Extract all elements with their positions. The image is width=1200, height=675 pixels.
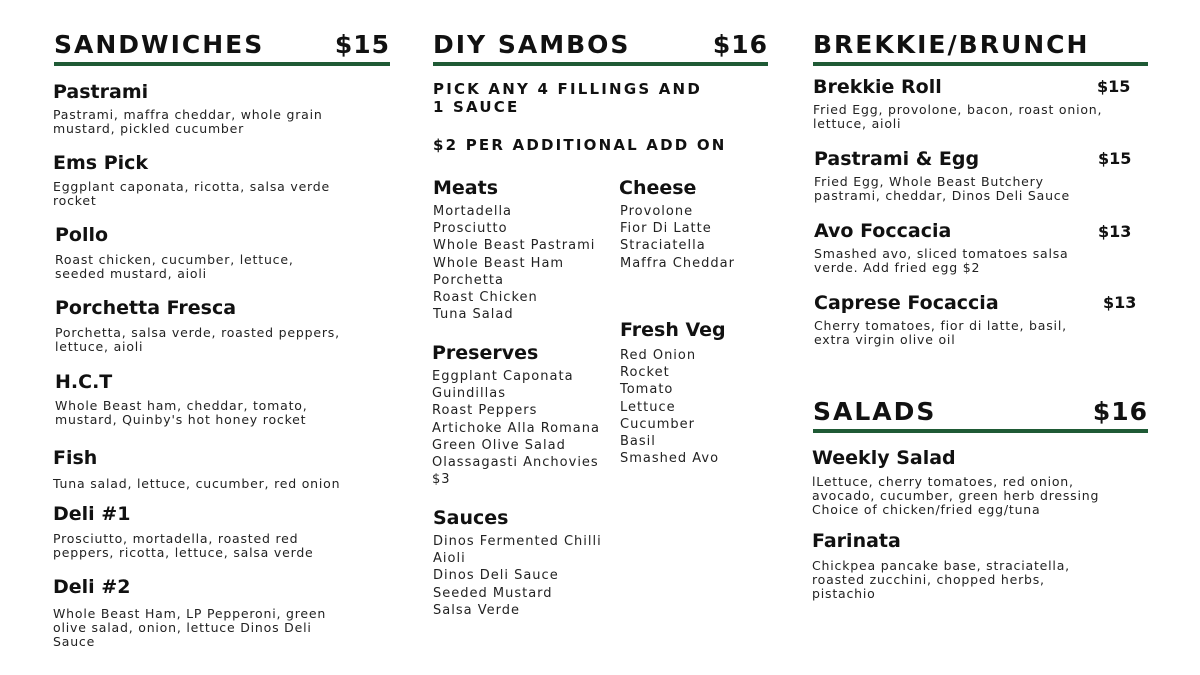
brekkie-item-desc: Smashed avo, sliced tomatoes salsa verde. Add fried egg $2 bbox=[814, 246, 1069, 275]
sandwich-name: Pollo bbox=[55, 224, 109, 246]
sandwiches-divider bbox=[54, 62, 390, 66]
preserves-title: Preserves bbox=[432, 342, 539, 364]
salads-price: $16 bbox=[1092, 397, 1148, 426]
fresh-veg-title: Fresh Veg bbox=[620, 319, 726, 341]
cheese-title: Cheese bbox=[619, 177, 697, 199]
brekkie-item-name: Pastrami & Egg bbox=[814, 148, 980, 170]
sandwich-desc: Roast chicken, cucumber, lettuce, seeded mustard, aioli bbox=[55, 252, 294, 281]
brekkie-header bbox=[813, 30, 1148, 66]
preserves-list: Eggplant Caponata Guindillas Roast Peppers Artichoke Alla Romana Green Olive Salad Olassagasti Anchovies $3 bbox=[432, 369, 600, 488]
brekkie-item-name: Brekkie Roll bbox=[813, 76, 942, 98]
brekkie-item-name: Caprese Focaccia bbox=[814, 292, 999, 314]
brekkie-item-price: $13 bbox=[1103, 293, 1137, 312]
salads-title: SALADS bbox=[813, 397, 937, 426]
sandwiches-title: SANDWICHES bbox=[54, 30, 265, 59]
brekkie-item-desc: Fried Egg, provolone, bacon, roast onion, lettuce, aioli bbox=[813, 102, 1103, 131]
sandwich-desc: Whole Beast Ham, LP Pepperoni, green olive salad, onion, lettuce Dinos Deli Sauce bbox=[53, 606, 327, 649]
diy-addon-note: $2 PER ADDITIONAL ADD ON bbox=[433, 136, 727, 154]
fresh-veg-list: Red Onion Rocket Tomato Lettuce Cucumber Basil Smashed Avo bbox=[620, 348, 720, 467]
sandwich-desc: Porchetta, salsa verde, roasted peppers, lettuce, aioli bbox=[55, 325, 340, 354]
cheese-list: Provolone Fior Di Latte Straciatella Maffra Cheddar bbox=[620, 204, 735, 271]
brekkie-item-desc: Fried Egg, Whole Beast Butchery pastrami, cheddar, Dinos Deli Sauce bbox=[814, 174, 1070, 203]
sandwich-desc: Whole Beast ham, cheddar, tomato, mustard, Quinby's hot honey rocket bbox=[55, 398, 308, 427]
brekkie-title: BREKKIE/BRUNCH bbox=[813, 30, 1090, 59]
brekkie-item-desc: Cherry tomatoes, fior di latte, basil, extra virgin olive oil bbox=[814, 318, 1067, 347]
diy-price: $16 bbox=[712, 30, 768, 59]
salad-name: Farinata bbox=[812, 530, 901, 552]
sandwich-name: Deli #1 bbox=[53, 503, 131, 525]
brekkie-item-price: $15 bbox=[1097, 77, 1131, 96]
brekkie-item-name: Avo Foccacia bbox=[814, 220, 952, 242]
salads-header bbox=[813, 397, 1148, 433]
meats-title: Meats bbox=[433, 177, 499, 199]
salad-desc: Chickpea pancake base, straciatella, roasted zucchini, chopped herbs, pistachio bbox=[812, 558, 1070, 601]
brekkie-divider bbox=[813, 62, 1148, 66]
diy-header bbox=[433, 30, 768, 66]
sandwiches-price: $15 bbox=[334, 30, 390, 59]
diy-instructions: PICK ANY 4 FILLINGS AND 1 SAUCE bbox=[433, 80, 702, 116]
brekkie-item-price: $13 bbox=[1098, 222, 1132, 241]
diy-title: DIY SAMBOS bbox=[433, 30, 631, 59]
diy-divider bbox=[433, 62, 768, 66]
sandwich-name: Deli #2 bbox=[53, 576, 131, 598]
sandwich-name: Pastrami bbox=[53, 81, 149, 103]
sandwich-desc: Prosciutto, mortadella, roasted red peppers, ricotta, lettuce, salsa verde bbox=[53, 531, 314, 560]
brekkie-item-price: $15 bbox=[1098, 149, 1132, 168]
sandwich-name: H.C.T bbox=[55, 371, 113, 393]
sandwich-desc: Tuna salad, lettuce, cucumber, red onion bbox=[53, 476, 341, 491]
meats-list: Mortadella Prosciutto Whole Beast Pastrami Whole Beast Ham Porchetta Roast Chicken Tuna Salad bbox=[433, 204, 596, 323]
sandwich-name: Fish bbox=[53, 447, 98, 469]
salad-desc: lLettuce, cherry tomatoes, red onion, avocado, cucumber, green herb dressing Choice of chicken/fried egg/tuna bbox=[812, 474, 1100, 517]
sandwich-desc: Pastrami, maffra cheddar, whole grain mustard, pickled cucumber bbox=[53, 107, 323, 136]
sauces-list: Dinos Fermented Chilli Aioli Dinos Deli Sauce Seeded Mustard Salsa Verde bbox=[433, 534, 602, 618]
sauces-title: Sauces bbox=[433, 507, 509, 529]
salad-name: Weekly Salad bbox=[812, 447, 956, 469]
sandwich-name: Porchetta Fresca bbox=[55, 297, 237, 319]
sandwiches-header bbox=[54, 30, 390, 66]
sandwich-desc: Eggplant caponata, ricotta, salsa verde rocket bbox=[53, 179, 331, 208]
sandwich-name: Ems Pick bbox=[53, 152, 149, 174]
salads-divider bbox=[813, 429, 1148, 433]
